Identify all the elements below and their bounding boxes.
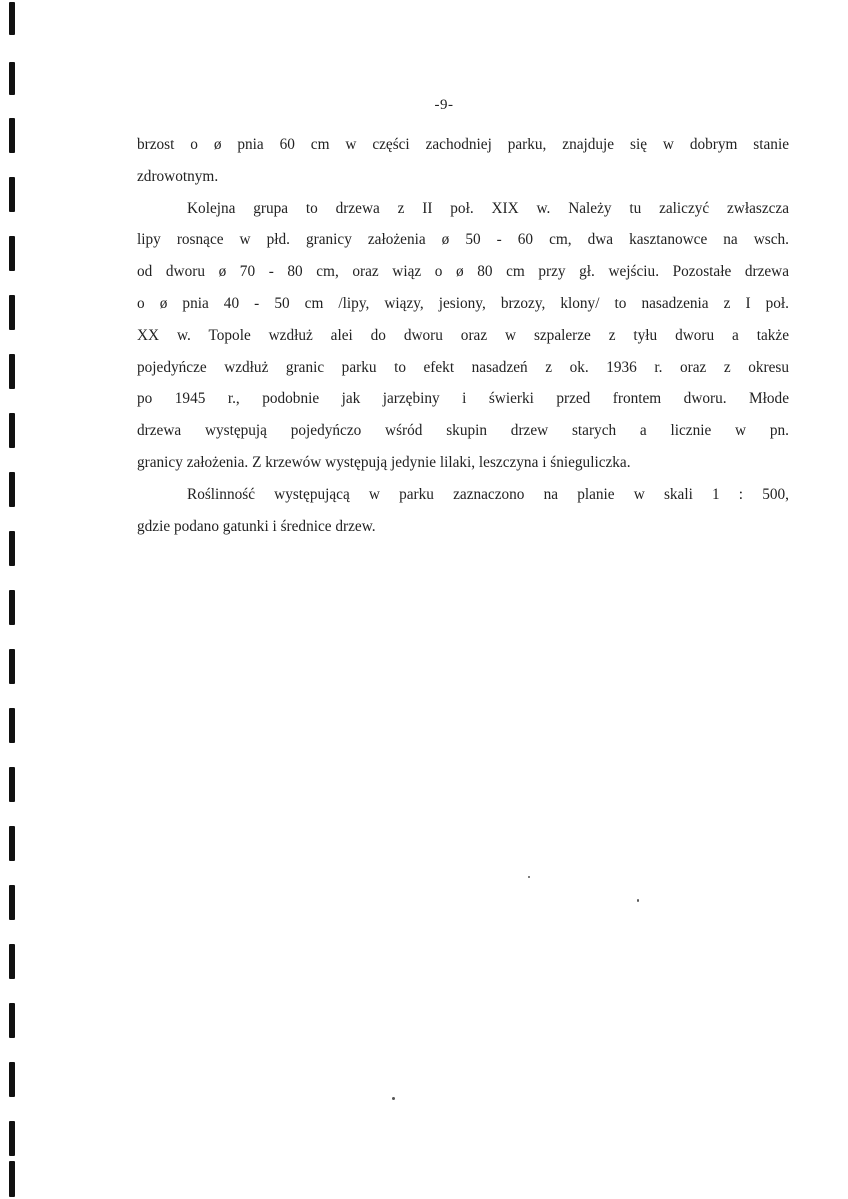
text-line: XX w. Topole wzdłuż alei do dworu oraz w szpalerze z tyłu dworu a także bbox=[137, 326, 789, 344]
text-line: pojedyńcze wzdłuż granic parku to efekt nasadzeń z ok. 1936 r. oraz z okresu bbox=[137, 358, 789, 376]
binding-hole bbox=[9, 826, 15, 861]
page-number: -9- bbox=[434, 97, 454, 113]
binding-hole bbox=[9, 1121, 15, 1156]
binding-hole bbox=[9, 1062, 15, 1097]
binding-hole bbox=[9, 413, 15, 448]
binding-hole bbox=[9, 354, 15, 389]
text-line: Roślinność występującą w parku zaznaczono na planie w skali 1 : 500, bbox=[187, 485, 789, 503]
binding-hole bbox=[9, 1161, 15, 1197]
paragraph bbox=[137, 129, 789, 193]
binding-hole bbox=[9, 885, 15, 920]
binding-hole bbox=[9, 767, 15, 802]
scan-speck bbox=[637, 899, 639, 902]
scan-speck bbox=[392, 1097, 395, 1100]
text-line: Kolejna grupa to drzewa z II poł. XIX w. Należy tu zaliczyć zwłaszcza bbox=[187, 199, 789, 217]
binding-hole bbox=[9, 1003, 15, 1038]
paragraph bbox=[137, 193, 789, 479]
binding-hole bbox=[9, 236, 15, 271]
text-line: lipy rosnące w płd. granicy założenia ø 50 - 60 cm, dwa kasztanowce na wsch. bbox=[137, 231, 789, 249]
binding-hole bbox=[9, 531, 15, 566]
binding-hole bbox=[9, 708, 15, 743]
binding-hole bbox=[9, 2, 15, 35]
text-line: o ø pnia 40 - 50 cm /lipy, wiązy, jesiony, brzozy, klony/ to nasadzenia z I poł. bbox=[137, 294, 789, 312]
binding-hole bbox=[9, 177, 15, 212]
binding-hole bbox=[9, 944, 15, 979]
binding-holes-strip bbox=[0, 0, 30, 1199]
paragraph bbox=[137, 479, 789, 543]
binding-hole bbox=[9, 295, 15, 330]
body-text bbox=[137, 129, 789, 542]
text-line: brzost o ø pnia 60 cm w części zachodniej parku, znajduje się w dobrym stanie bbox=[137, 136, 789, 153]
text-line: gdzie podano gatunki i średnice drzew. bbox=[137, 517, 376, 535]
text-line: od dworu ø 70 - 80 cm, oraz wiąz o ø 80 cm przy gł. wejściu. Pozostałe drzewa bbox=[137, 263, 789, 281]
text-line: drzewa występują pojedyńczo wśród skupin drzew starych a licznie w pn. bbox=[137, 422, 789, 440]
binding-hole bbox=[9, 118, 15, 153]
text-line: zdrowotnym. bbox=[137, 167, 219, 185]
binding-hole bbox=[9, 472, 15, 507]
binding-hole bbox=[9, 649, 15, 684]
binding-hole bbox=[9, 590, 15, 625]
scan-speck bbox=[528, 876, 530, 878]
text-line: po 1945 r., podobnie jak jarzębiny i świerki przed frontem dworu. Młode bbox=[137, 390, 789, 408]
binding-hole bbox=[9, 62, 15, 95]
text-line: granicy założenia. Z krzewów występują jedynie lilaki, leszczyna i śnieguliczka. bbox=[137, 453, 631, 471]
